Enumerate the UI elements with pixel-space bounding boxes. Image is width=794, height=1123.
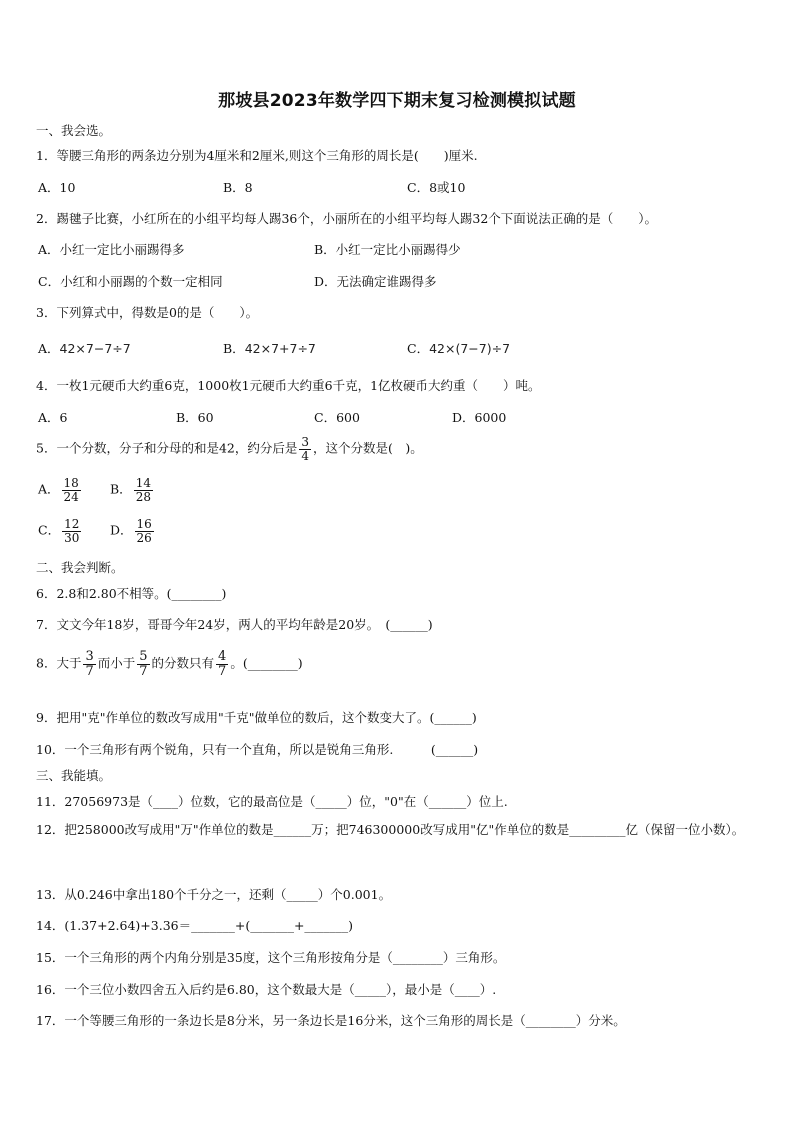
q8-fraction-2-denominator: 7: [139, 663, 148, 679]
question-3: 3．下列算式中，得数是0的是（ ）。: [36, 305, 259, 320]
q5-fraction-denominator: 4: [301, 448, 310, 463]
q5-option-b-numerator: 14: [135, 476, 151, 490]
q8-fraction-1-numerator: 3: [85, 649, 94, 664]
q8-fraction-2: [137, 650, 149, 678]
q8-text-end: 。(________): [230, 655, 303, 671]
section-heading-judge: 二、我会判断。: [36, 560, 124, 575]
section-heading-fill: 三、我能填。: [36, 768, 112, 783]
question-1: 1．等腰三角形的两条边分别为4厘米和2厘米,则这个三角形的周长是( )厘米.: [36, 148, 478, 163]
question-14: 14．(1.37+2.64)+3.36＝_______+(_______+_______): [36, 918, 354, 933]
q3-option-c-label: C．: [407, 341, 430, 356]
q4-option-a: A．6: [38, 410, 68, 425]
q5-text-start: 5．一个分数，分子和分母的和是42，约分后是: [36, 440, 298, 456]
question-17: 17．一个等腰三角形的一条边长是8分米，另一条边长是16分米，这个三角形的周长是（________）分米。: [36, 1013, 626, 1028]
q5-fraction-numerator: 3: [301, 435, 310, 449]
q5-option-c: [38, 518, 83, 544]
question-13: 13．从0.246中拿出180个千分之一，还剩（_____）个0.001。: [36, 887, 392, 902]
q5-fraction: [299, 436, 311, 462]
question-11: 11．27056973是（____）位数，它的最高位是（_____）位，"0"在（______）位上.: [36, 794, 508, 809]
q5-option-c-label: C．: [38, 522, 61, 538]
q8-fraction-1: [83, 650, 95, 678]
q1-option-c: C．8或10: [407, 180, 466, 195]
q5-option-a: [38, 477, 83, 503]
q1-option-a: A．10: [38, 180, 76, 195]
q5-option-b-denominator: 28: [135, 489, 151, 504]
question-5: [36, 436, 758, 462]
q4-option-c: C．600: [314, 410, 360, 425]
q5-option-d-numerator: 16: [136, 517, 152, 531]
question-4: 4．一枚1元硬币大约重6克，1000枚1元硬币大约重6千克，1亿枚硬币大约重（ ）吨。: [36, 378, 541, 393]
q5-option-a-numerator: 18: [63, 476, 79, 490]
q2-option-c: C．小红和小丽踢的个数一定相同: [38, 274, 223, 289]
q5-option-c-denominator: 30: [64, 530, 80, 545]
question-12: 12．把258000改写成用"万"作单位的数是______万；把746300000改写成用"亿"作单位的数是_________亿（保留一位小数）。: [36, 822, 745, 837]
q5-text-end: ，这个分数是( )。: [313, 440, 423, 456]
question-16: 16．一个三位小数四舍五入后约是6.80，这个数最大是（_____），最小是（____）.: [36, 982, 497, 997]
q2-option-b: B．小红一定比小丽踢得少: [314, 242, 461, 257]
question-8: [36, 650, 758, 678]
q8-fraction-3-numerator: 4: [218, 649, 227, 664]
q3-option-a-label: A．: [38, 341, 60, 356]
q5-option-d-label: D．: [110, 522, 133, 538]
q3-option-c: [407, 339, 510, 357]
q2-option-a: A．小红一定比小丽踢得多: [38, 242, 185, 257]
question-9: 9．把用"克"作单位的数改写成用"千克"做单位的数后，这个数变大了。(______): [36, 710, 477, 725]
q3-option-b-label: B．: [223, 341, 245, 356]
q2-option-d: D．无法确定谁踢得多: [314, 274, 437, 289]
section-heading-choose: 一、我会选。: [36, 123, 112, 138]
q8-fraction-2-numerator: 5: [139, 649, 148, 664]
q5-option-b: [110, 477, 155, 503]
q4-option-d: D．6000: [452, 410, 507, 425]
question-7: 7．文文今年18岁，哥哥今年24岁，两人的平均年龄是20岁。 (______): [36, 617, 433, 632]
q5-option-d-fraction: [135, 518, 154, 544]
q4-option-b: B．60: [176, 410, 214, 425]
q5-option-a-label: A．: [38, 481, 60, 497]
q5-option-d-denominator: 26: [136, 530, 152, 545]
q3-option-b-expression: 42×7+7÷7: [244, 341, 316, 356]
q8-text-start: 8．大于: [36, 655, 82, 671]
q1-option-b: B．8: [223, 180, 253, 195]
q5-option-a-denominator: 24: [63, 489, 79, 504]
question-2: 2．踢毽子比赛，小红所在的小组平均每人踢36个，小丽所在的小组平均每人踢32个下面说法正确的是（ ）。: [36, 211, 658, 226]
q5-option-c-numerator: 12: [64, 517, 80, 531]
question-15: 15．一个三角形的两个内角分别是35度，这个三角形按角分是（________）三角形。: [36, 950, 506, 965]
q8-fraction-1-denominator: 7: [85, 663, 94, 679]
q5-option-a-fraction: [62, 477, 81, 503]
q8-fraction-3-denominator: 7: [218, 663, 227, 679]
q3-option-a-expression: 42×7−7÷7: [59, 341, 131, 356]
q5-option-b-fraction: [134, 477, 153, 503]
q3-option-c-expression: 42×(7−7)÷7: [429, 341, 511, 356]
question-10: 10．一个三角形有两个锐角，只有一个直角，所以是锐角三角形. (______): [36, 742, 479, 757]
page-title: 那坡县2023年数学四下期末复习检测模拟试题: [218, 91, 576, 111]
question-6: 6．2.8和2.80不相等。(________): [36, 586, 227, 601]
q3-option-b: [223, 339, 316, 357]
q5-option-d: [110, 518, 156, 544]
q5-option-c-fraction: [62, 518, 81, 544]
q3-option-a: [38, 339, 131, 357]
q8-fraction-3: [216, 650, 228, 678]
q5-option-b-label: B．: [110, 481, 132, 497]
q8-text-middle: 而小于: [97, 655, 136, 671]
q8-text-middle-2: 的分数只有: [151, 655, 215, 671]
